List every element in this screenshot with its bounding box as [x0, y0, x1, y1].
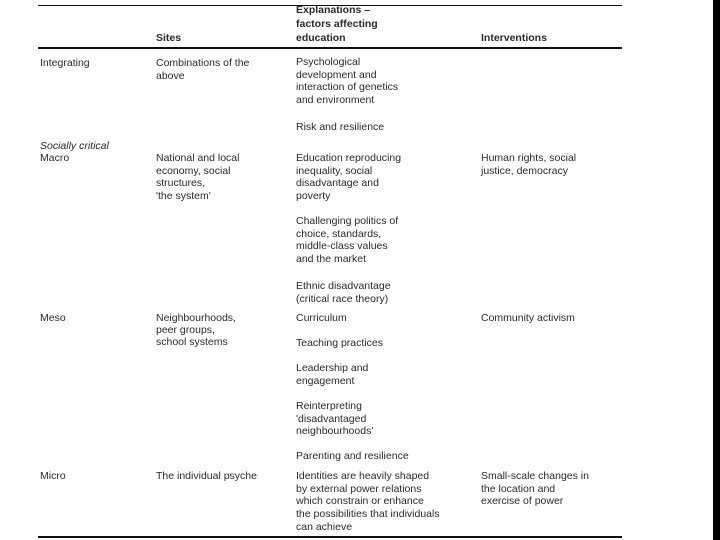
row-level-macro: Macro [40, 152, 70, 164]
header-interventions: Interventions [481, 32, 547, 44]
row-level-integrating: Integrating [40, 57, 90, 69]
header-explanations: Explanations – factors affecting education [296, 4, 378, 44]
explanation-item: Challenging politics of choice, standards, middle-class values and the market [296, 215, 399, 266]
row-interventions-meso: Community activism [481, 312, 575, 324]
explanation-item: Parenting and resilience [296, 450, 409, 462]
right-edge-bar [713, 0, 720, 540]
explanation-item: Reinterpreting 'disadvantaged neighbourhoods' [296, 400, 374, 438]
row-interventions-macro: Human rights, social justice, democracy [481, 152, 577, 177]
row-level-micro: Micro [40, 470, 66, 482]
row-level-meso: Meso [40, 312, 66, 324]
row-sites-integrating: Combinations of the above [156, 57, 250, 82]
explanation-item: Identities are heavily shaped by external power relations which constrain or enhance the possibilities that individuals can achieve [296, 470, 440, 533]
row-sites-macro: National and local economy, social structures, 'the system' [156, 152, 240, 203]
explanation-item: Psychological development and interaction of genetics and environment [296, 56, 399, 107]
explanation-item: Ethnic disadvantage (critical race theory) [296, 280, 391, 305]
explanation-item: Risk and resilience [296, 121, 385, 133]
explanation-item: Curriculum [296, 312, 347, 324]
explanation-item: Education reproducing inequality, social disadvantage and poverty [296, 152, 402, 203]
explanation-item: Leadership and engagement [296, 362, 369, 387]
table-bottom-rule [38, 536, 622, 538]
group-label-socially-critical: Socially critical [40, 140, 109, 152]
row-sites-micro: The individual psyche [156, 470, 257, 482]
explanation-item: Teaching practices [296, 337, 383, 349]
row-sites-meso: Neighbourhoods, peer groups, school systems [156, 312, 236, 348]
header-sites: Sites [156, 32, 182, 44]
header-rule [38, 47, 622, 49]
row-interventions-micro: Small-scale changes in the location and exercise of power [481, 470, 589, 508]
